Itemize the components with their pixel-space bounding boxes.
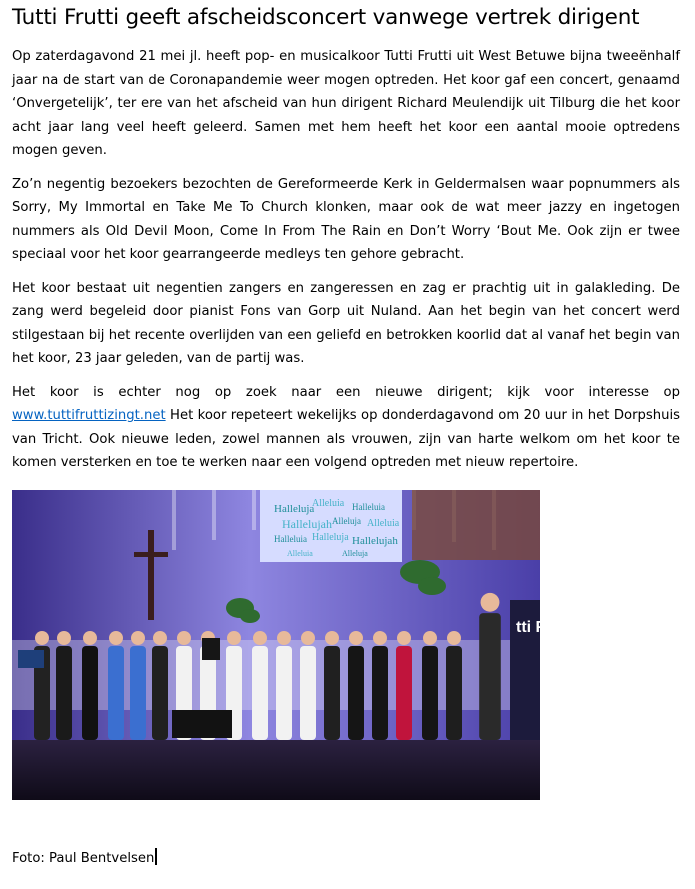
paragraph-3: Het koor bestaat uit negentien zangers en zangeressen en zag er prachtig uit in galakleding. De zang werd begeleid door pianist Fons van Gorp uit Nuland. Aan het begin van het concert werd stilgestaan bij het recente overlijden van een geliefd en betrokken koorlid dat al vanaf het begin van het koor, 23 jaar geleden, van de partij was. xyxy=(12,280,680,366)
photo-caption xyxy=(12,848,157,869)
singer-body xyxy=(348,646,364,740)
singer-head xyxy=(447,631,461,645)
singer-head xyxy=(373,631,387,645)
article-title: Tutti Frutti geeft afscheidsconcert vanwege vertrek dirigent xyxy=(12,5,640,30)
website-link[interactable]: www.tuttifruttizingt.net xyxy=(12,408,166,423)
singer-head xyxy=(253,631,267,645)
screen-word: Alleluia xyxy=(312,498,345,509)
screen-word: Halleluia xyxy=(274,534,307,544)
singer-body xyxy=(56,646,72,740)
screen-word: Alleluja xyxy=(332,516,361,526)
screen-word: Hallelujah xyxy=(282,517,332,531)
screen-word: Halleluia xyxy=(352,502,385,512)
singer-body xyxy=(276,646,292,740)
wood-panel xyxy=(412,490,540,560)
singer-head xyxy=(349,631,363,645)
amplifier xyxy=(202,638,220,660)
singer-body xyxy=(422,646,438,740)
singer-head xyxy=(109,631,123,645)
article-body xyxy=(12,45,680,475)
paragraph-4-end: Het koor repeteert wekelijks op donderdagavond om 20 uur in het Dorpshuis van Tricht. Ook nieuwe leden, zowel mannen als vrouwen, zijn van harte welkom om het koor te komen versterken en toe te werken naar een volgend optreden met nieuw repertoire. xyxy=(12,408,680,470)
singer-body xyxy=(396,646,412,740)
singer-body xyxy=(252,646,268,740)
text-cursor xyxy=(155,848,157,865)
paragraph-1: Op zaterdagavond 21 mei jl. heeft pop- en musicalkoor Tutti Frutti uit West Betuwe bijna tweeënhalf jaar na de start van de Coronapandemie weer mogen optreden. Het koor gaf een concert, genaamd ‘Onvergetelijk’, ter ere van het afscheid van hun dirigent Richard Meulendijk uit Tilburg die het koor acht jaar lang veel heeft geleerd. Samen met hem heeft het koor een aantal mooie optredens mogen geven. xyxy=(12,49,680,158)
singer-body xyxy=(479,613,501,740)
singer-head xyxy=(423,631,437,645)
singer-body xyxy=(324,646,340,740)
singer-head xyxy=(57,631,71,645)
singer-head xyxy=(325,631,339,645)
screen-word: Hallelujah xyxy=(352,535,398,547)
singer-head xyxy=(131,631,145,645)
singer-body xyxy=(372,646,388,740)
concert-photo xyxy=(12,490,562,800)
singer-body xyxy=(446,646,462,740)
singer-head xyxy=(301,631,315,645)
caption-text: Foto: Paul Bentvelsen xyxy=(12,851,155,866)
paragraph-2: Zo’n negentig bezoekers bezochten de Gereformeerde Kerk in Geldermalsen waar popnummers als Sorry, My Immortal en Take Me To Church klonken, maar ook de wat meer jazzy en ingetogen nummers als Old Devil Moon, Come In From The Rain en Don’t Worry ‘Bout Me. Ook zijn er twee speciaal voor het koor gearrangeerde medleys ten gehore gebracht. xyxy=(12,176,680,262)
keyboard xyxy=(172,710,232,738)
singer-body xyxy=(300,646,316,740)
paragraph-4 xyxy=(12,381,680,475)
screen-word: Halleluja xyxy=(312,532,349,543)
screen-word: Alleluia xyxy=(367,518,400,529)
singer-head xyxy=(35,631,49,645)
singer-head xyxy=(277,631,291,645)
singer-head xyxy=(83,631,97,645)
paragraph-4-start: Het koor is echter nog op zoek naar een nieuwe dirigent; kijk voor interesse op xyxy=(12,384,680,400)
singer-body xyxy=(152,646,168,740)
screen-word: Alleluia xyxy=(287,549,313,558)
screen-word: Alleluja xyxy=(342,549,368,558)
screen-word: Halleluja xyxy=(274,503,315,515)
banner-text: tti Fru xyxy=(516,619,562,636)
stage-floor xyxy=(12,740,540,800)
side-monitor xyxy=(18,650,44,668)
singer-head xyxy=(177,631,191,645)
singer-body xyxy=(108,646,124,740)
singer-body xyxy=(82,646,98,740)
singer-head xyxy=(227,631,241,645)
document-page xyxy=(12,0,680,475)
singer-head xyxy=(153,631,167,645)
singer-head xyxy=(481,593,500,612)
singer-head xyxy=(397,631,411,645)
singer-body xyxy=(130,646,146,740)
